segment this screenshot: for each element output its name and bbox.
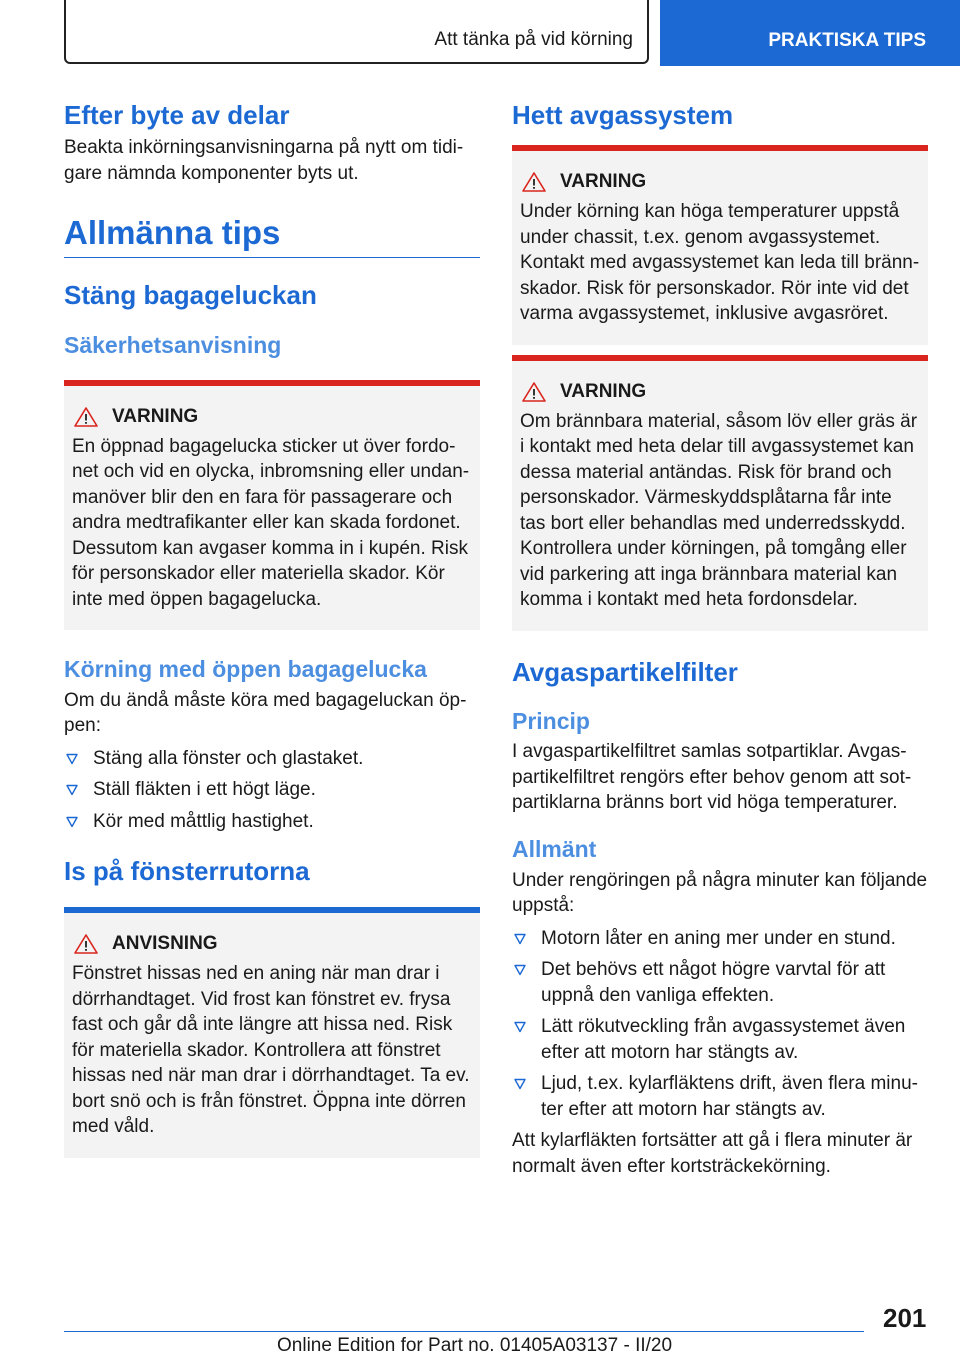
- principle-text: I avgaspartikelfiltret samlas sotpartiklar. Avgaspartikelfiltret rengörs efter behov genom att sotpartiklarna bränns bort vid höga temperaturer.: [512, 741, 912, 814]
- open-trunk-text: Om du ändå måste köra med bagageluckan öppen:: [64, 689, 467, 737]
- left-column: [64, 100, 480, 1158]
- warning-triangle-icon: [522, 382, 546, 402]
- list-item: [512, 957, 928, 1008]
- list-item: [512, 1014, 928, 1065]
- general-text: Under rengöringen på några minuter kan följande uppstå:: [512, 869, 928, 917]
- bullet-triangle-icon: [514, 933, 526, 945]
- warning-label: VARNING: [112, 405, 199, 427]
- warning-box-trunk: [64, 380, 480, 631]
- after-parts-text: Beakta inkörningsanvisningarna på nytt om tidigare nämnda komponenter byts ut.: [64, 137, 464, 184]
- note-box-ice: [64, 907, 480, 1158]
- bullet-triangle-icon: [66, 753, 78, 765]
- warning-header: [522, 381, 920, 403]
- header-chapter-tab: [660, 0, 960, 66]
- list-item: [64, 809, 480, 835]
- list-item-text: Lätt rökutveckling från avgassystemet även efter att motorn har stängts av.: [541, 1016, 906, 1063]
- warning-text: En öppnad bagagelucka sticker ut över fordonet och vid en olycka, inbromsning eller undanmanöver blir den en fara för passagerare och andra medtrafikanter eller kan skada fordonet. Dessutom kan avgaser komma in i kupén. Risk för personskador eller materiella skador. Kör inte med öppen bagagelucka.: [72, 435, 470, 610]
- header-section-tab: [64, 0, 649, 64]
- list-item: [64, 777, 480, 803]
- warning-box-flammable: [512, 355, 928, 631]
- list-item: [512, 1071, 928, 1122]
- note-header: [74, 933, 472, 955]
- ice-title: Is på fönsterrutorna: [64, 856, 310, 887]
- footer-edition: Online Edition for Part no. 01405A03137 - II/20: [277, 1335, 673, 1356]
- warning-box-hot-exhaust: [512, 145, 928, 345]
- note-label: ANVISNING: [112, 933, 218, 955]
- open-trunk-title: Körning med öppen bagagelucka: [64, 656, 427, 683]
- header-chapter-label: PRAKTISKA TIPS: [768, 30, 926, 51]
- page-number: 201: [883, 1303, 927, 1333]
- list-item-text: Ställ fläkten i ett högt läge.: [93, 779, 316, 801]
- open-trunk-list: [64, 746, 480, 835]
- warning-header: [74, 406, 472, 428]
- general-list: [512, 926, 928, 1123]
- list-item-text: Det behövs ett något högre varvtal för att uppnå den vanliga effekten.: [541, 959, 886, 1006]
- bullet-triangle-icon: [66, 816, 78, 828]
- bullet-triangle-icon: [66, 784, 78, 796]
- warning-text: Om brännbara material, såsom löv eller gräs är i kontakt med heta delar till avgassystemet kan dessa material antändas. Risk för brand och personskador. Värmeskyddsplåtarna får inte tas bort eller behandlas med underredsskydd. Kontrollera under körningen, på tomgång eller vid parkering att inga brännbara material kan komma i kontakt med heta fordonsdelar.: [520, 410, 918, 611]
- bullet-triangle-icon: [514, 1078, 526, 1090]
- list-item-text: Stäng alla fönster och glastaket.: [93, 747, 364, 769]
- list-item-text: Kör med måttlig hastighet.: [93, 810, 314, 832]
- list-item-text: Ljud, t.ex. kylarfläktens drift, även flera minuter efter att motorn har stängts av.: [541, 1073, 918, 1120]
- particle-filter-title: Avgaspartikelfilter: [512, 656, 738, 687]
- after-parts-title: Efter byte av delar: [64, 100, 290, 130]
- safety-title: Säkerhetsanvisning: [64, 331, 282, 358]
- close-trunk-title: Stäng bagageluckan: [64, 279, 317, 310]
- bullet-triangle-icon: [514, 1021, 526, 1033]
- hot-exhaust-title: Hett avgassystem: [512, 100, 734, 130]
- note-text: Fönstret hissas ned en aning när man drar i dörrhandtaget. Vid frost kan fönstret ev. frysa fast och går då inte längre att hissa ned. Risk för materiella skador. Kontrollera att fönstret hissas ned när man drar i dörrhandtaget. Ta ev. bort snö och is från fönstret. Öppna inte dörren med våld.: [72, 963, 470, 1138]
- list-item-text: Motorn låter en aning mer under en stund.: [541, 927, 896, 949]
- list-item: [512, 926, 928, 952]
- general-title: Allmänt: [512, 835, 597, 862]
- principle-title: Princip: [512, 707, 590, 734]
- footer-divider: [64, 1331, 864, 1332]
- warning-label: VARNING: [560, 380, 647, 402]
- header-section-label: Att tänka på vid körning: [434, 29, 633, 50]
- warning-triangle-icon: [74, 407, 98, 427]
- general-tips-title: Allmänna tips: [64, 214, 281, 252]
- fan-text: Att kylarfläkten fortsätter att gå i flera minuter är normalt även efter kortsträckekörning.: [512, 1130, 913, 1177]
- bullet-triangle-icon: [514, 964, 526, 976]
- warning-triangle-icon: [74, 934, 98, 954]
- list-item: [64, 746, 480, 772]
- warning-triangle-icon: [522, 172, 546, 192]
- warning-header: [522, 171, 920, 193]
- general-tips-heading: [64, 213, 480, 258]
- warning-label: VARNING: [560, 171, 647, 193]
- right-column: [512, 100, 928, 1179]
- warning-text: Under körning kan höga temperaturer uppstå under chassit, t.ex. genom avgassystemet. Kontakt med avgassystemet kan leda till brännskador. Risk för personskador. Rör inte vid det varma avgassystemet, inklusive avgasröret.: [520, 201, 920, 325]
